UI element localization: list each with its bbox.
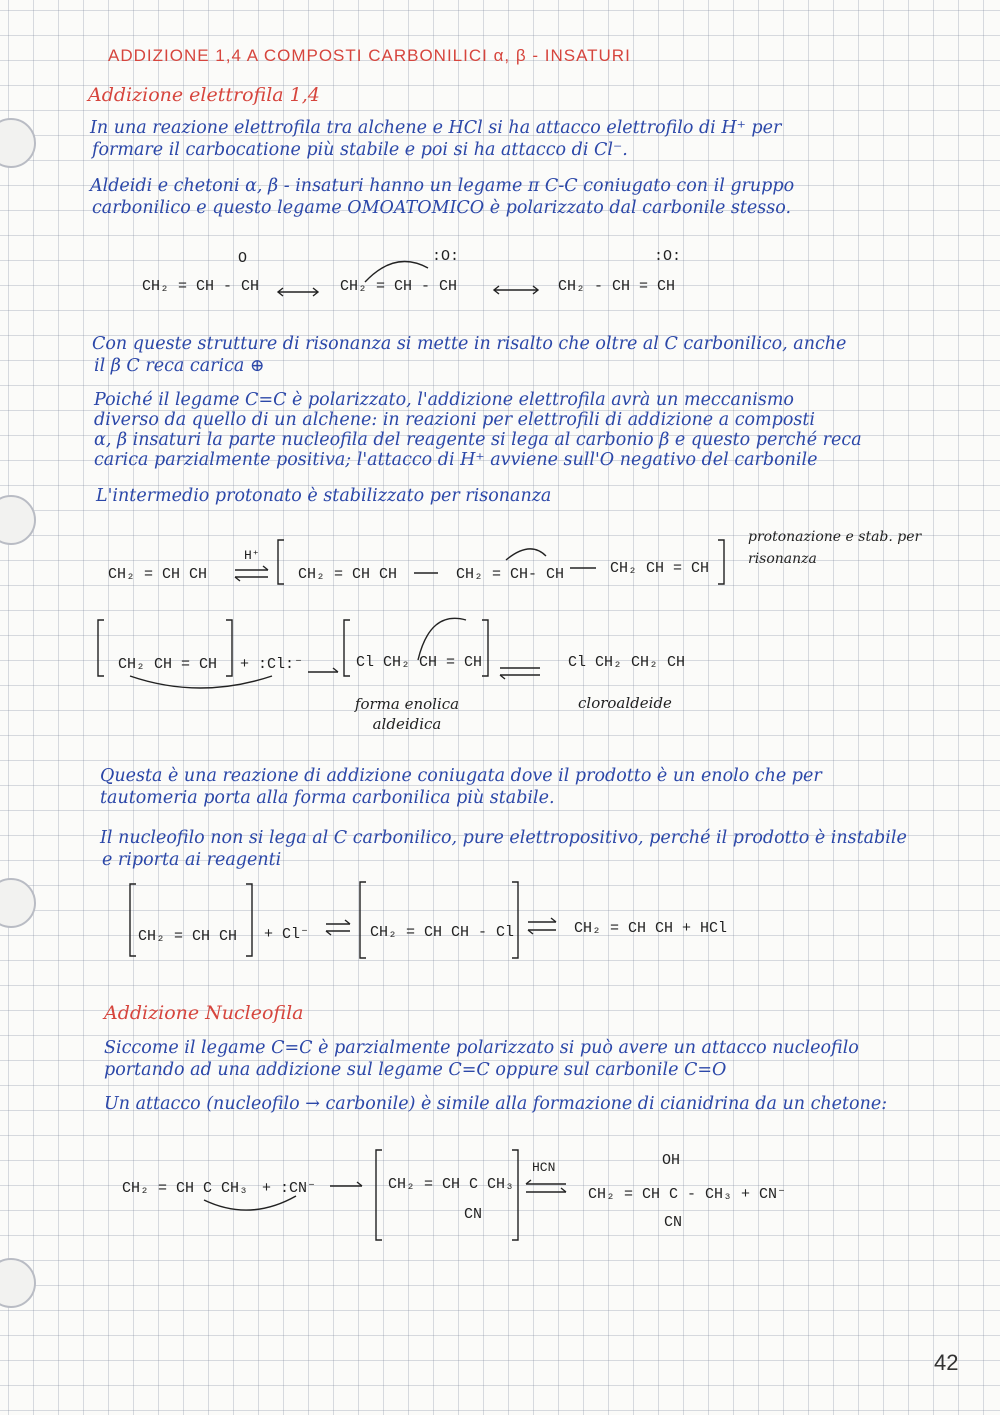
formula-intermediate-2: CH₂ = CH- CH — [456, 566, 565, 583]
formula-adduct: CH₂ = CH CH - Cl — [370, 924, 515, 941]
paragraph-line: L'intermedio protonato è stabilizzato per risonanza — [96, 486, 552, 506]
formula-o: O — [238, 250, 248, 267]
formula-intermediate-3: CH₂ CH = CH — [610, 560, 710, 577]
formula-resonance-3: CH₂ - CH = CH — [558, 278, 676, 295]
formula-resonance-2: CH₂ = CH - CH — [340, 278, 458, 295]
page-number: 42 — [934, 1350, 959, 1375]
paragraph-line: Un attacco (nucleofilo → carbonile) è simile alla formazione di cianidrina da un chetone: — [104, 1094, 888, 1114]
formula-o-charged: :O: — [432, 248, 460, 265]
paragraph-line: il β C reca carica ⊕ — [94, 356, 265, 376]
paragraph-line: tautomeria porta alla forma carbonilica più stabile. — [100, 788, 555, 808]
paragraph-line: carbonilico e questo legame OMOATOMICO è polarizzato dal carbonile stesso. — [92, 198, 792, 218]
enol-label: forma enolica aldeidica — [354, 695, 460, 733]
paragraph-line: Siccome il legame C=C è parzialmente polarizzato si può avere un attacco nucleofilo — [104, 1038, 859, 1058]
paragraph-text: Questa è una reazione di addizione coniugata dove il prodotto è un enolo che per — [100, 766, 822, 786]
paragraph-line: α, β insaturi la parte nucleofila del reagente si lega al carbonio β e questo perché reca — [94, 430, 862, 450]
section-heading-electrophilic: Addizione elettrofila 1,4 — [88, 84, 320, 106]
paragraph-line: In una reazione elettrofila tra alchene e HCl si ha attacco elettrofilo di H⁺ per — [90, 118, 782, 138]
formula-protonated: CH₂ = CH CH — [138, 928, 238, 945]
page-title: ADDIZIONE 1,4 A COMPOSTI CARBONILICI α, β - INSATURI — [108, 46, 631, 65]
paragraph-line: carica parzialmente positiva; l'attacco di H⁺ avviene sull'O negativo del carbonile — [94, 450, 818, 470]
paragraph-line — [100, 766, 822, 787]
paragraph-line: Con queste strutture di risonanza si mette in risalto che oltre al C carbonilico, anche — [92, 334, 847, 354]
paragraph-line: Aldeidi e chetoni α, β - insaturi hanno un legame π C-C coniugato con il gruppo — [90, 176, 795, 196]
formula-alkoxide: CH₂ = CH C CH₃ — [388, 1176, 515, 1193]
formula-cyanohydrin: CH₂ = CH C - CH₃ + CN⁻ — [588, 1186, 787, 1203]
paragraph-line: formare il carbocatione più stabile e poi si ha attacco di Cl⁻. — [92, 140, 628, 160]
section-heading-nucleophilic: Addizione Nucleofila — [104, 1002, 304, 1024]
reagent-hcn: HCN — [532, 1160, 556, 1175]
formula-intermediate-1: CH₂ = CH CH — [298, 566, 398, 583]
chloroaldehyde-label: cloroaldeide — [578, 694, 672, 712]
substituent-cn: CN — [464, 1206, 483, 1223]
side-note: protonazione e stab. per risonanza — [748, 529, 922, 567]
paragraph-line: Poiché il legame C=C è polarizzato, l'addizione elettrofila avrà un meccanismo — [94, 390, 794, 410]
paragraph-line: e riporta ai reagenti — [102, 850, 282, 870]
nucleophile-chloride: + Cl⁻ — [264, 926, 310, 943]
formula-start: CH₂ = CH CH — [108, 566, 208, 583]
paragraph-line: Il nucleofilo non si lega al C carbonilico, pure elettropositivo, perché il prodotto è instabile — [100, 828, 907, 848]
paragraph-line: diverso da quello di un alchene: in reazioni per elettrofili di addizione a composti — [94, 410, 815, 430]
substituent-cn: CN — [664, 1214, 683, 1231]
paragraph-line: portando ad una addizione sul legame C=C oppure sul carbonile C=O — [104, 1060, 727, 1080]
formula-ketone: CH₂ = CH C CH₃ — [122, 1180, 249, 1197]
substituent-oh: OH — [662, 1152, 681, 1169]
nucleophile-cyanide: + :CN⁻ — [262, 1180, 317, 1197]
formula-resonance-1: CH₂ = CH - CH — [142, 278, 260, 295]
formula-enol: Cl CH₂ CH = CH — [356, 654, 483, 671]
reagent-label: H⁺ — [244, 548, 260, 563]
formula-reagents: CH₂ = CH CH + HCl — [574, 920, 728, 937]
formula-o-charged: :O: — [654, 248, 682, 265]
formula-chloroaldehyde: Cl CH₂ CH₂ CH — [568, 654, 686, 671]
nucleophile-chloride: + :Cl:⁻ — [240, 656, 304, 673]
formula-carbocation: CH₂ CH = CH — [118, 656, 218, 673]
